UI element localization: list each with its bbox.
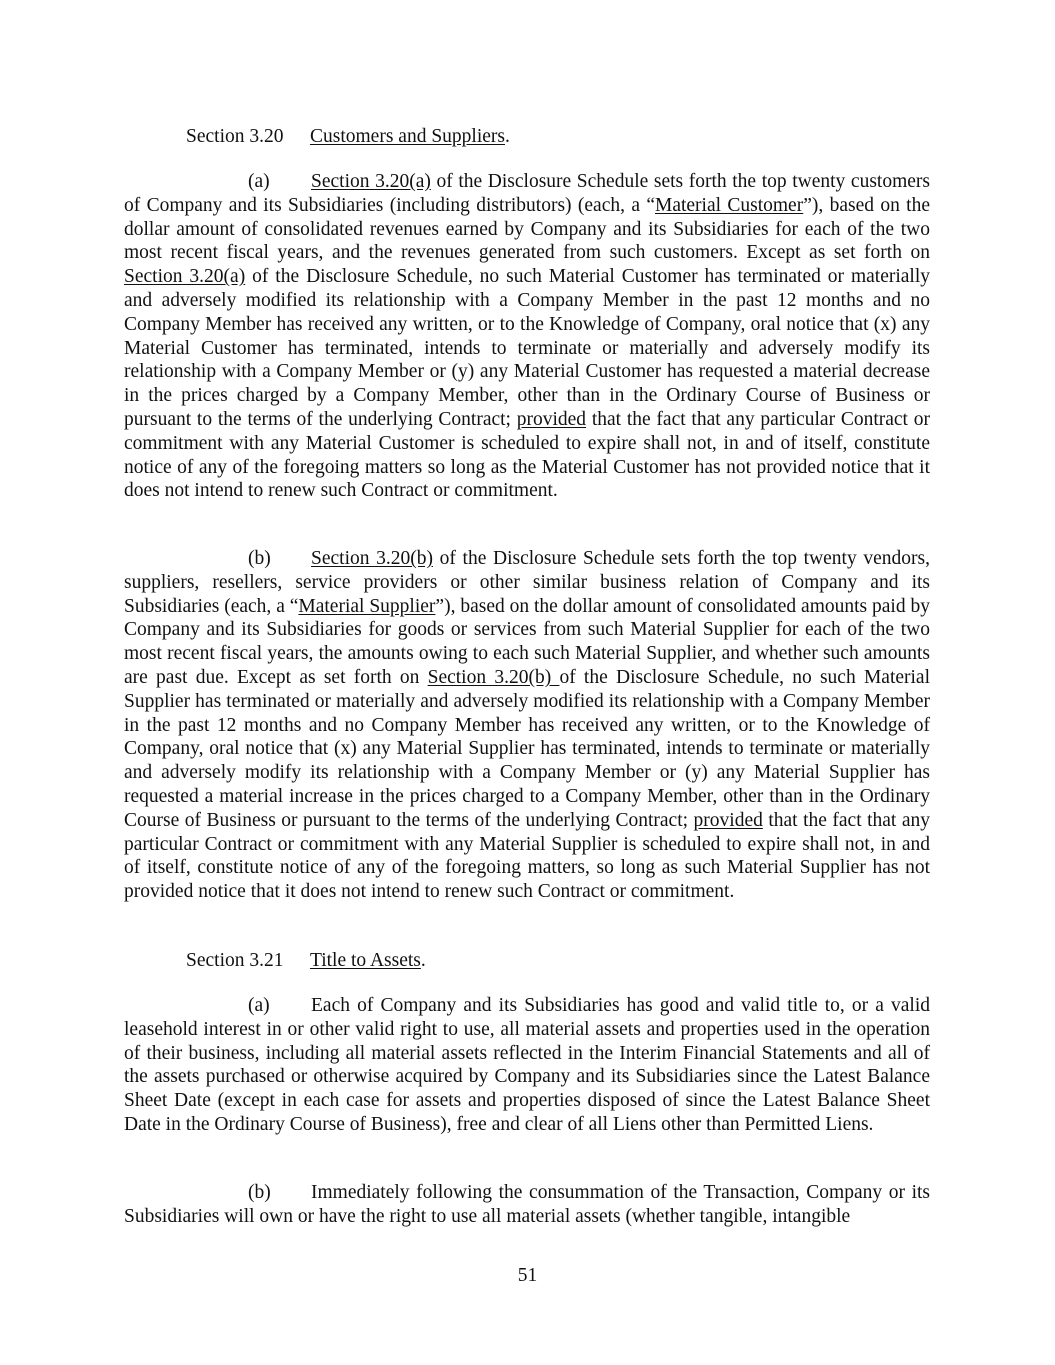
section-title: Customers and Suppliers	[310, 126, 505, 147]
cross-reference: Section 3.20(a)	[311, 171, 431, 192]
proviso-term: provided	[693, 809, 763, 831]
subsection-marker: (a)	[248, 995, 270, 1016]
subsection-marker: (b)	[248, 1182, 271, 1203]
defined-term: Material Customer	[654, 194, 804, 216]
section-title: Title to Assets	[310, 950, 421, 971]
section-3-21-a-paragraph: (a) Each of Company and its Subsidiaries has good and valid title to, or a valid leasehold interest in or other valid right to use, all material assets and properties used in the operation of their business, including all material assets reflected in the Interim Financial Statements and all of the assets purchased or otherwise acquired by Company and its Subsidiaries since the Latest Balance Sheet Date (except in each case for assets and properties disposed of since the Latest Balance Sheet Date in the Ordinary Course of Business), free and clear of all Liens other than Permitted Liens.	[124, 995, 930, 1135]
section-3-21-b-paragraph: (b) Immediately following the consummation of the Transaction, Company or its Subsidiaries will own or have the right to use all material assets (whether tangible, intangible	[124, 1182, 930, 1227]
section-3-20-b-paragraph: (b) Section 3.20(b) of the Disclosure Schedule sets forth the top twenty vendors, suppliers, resellers, service providers or other similar business relation of Company and its Subsidiaries (each, a “Material Supplier”), based on the dollar amount of consolidated amounts paid by Company and its Subsidiaries for goods or services from such Material Supplier for each of the two most recent fiscal years, the amounts owing to each such Material Supplier, and whether such amounts are past due. Except as set forth on Section 3.20(b) of the Disclosure Schedule, no such Material Supplier has terminated or materially and adversely modified its relationship with a Company Member in the past 12 months and no Company Member has received any written, or to the Knowledge of Company, oral notice that (x) any Material Supplier has terminated, intends to terminate or materially and adversely modify its relationship with a Company Member or (y) any Material Supplier has requested a material increase in the prices charged to a Company Member, other than in the Ordinary Course of Business or pursuant to the terms of the underlying Contract; provided that the fact that any particular Contract or commitment with any Material Supplier is scheduled to expire shall not, in and of itself, constitute notice of any of the foregoing matters, so long as such Material Supplier has not provided notice that it does not intend to renew such Contract or commitment.	[124, 548, 930, 903]
subsection-marker: (b)	[248, 548, 271, 569]
page-number: 51	[517, 1265, 538, 1286]
cross-reference: Section 3.20(b)	[311, 548, 433, 569]
proviso-term: provided	[516, 408, 587, 430]
section-3-20-heading: Section 3.20 Customers and Suppliers.	[186, 126, 510, 147]
cross-reference: Section 3.20(a)	[124, 266, 246, 288]
subsection-marker: (a)	[248, 171, 270, 192]
section-3-21-heading: Section 3.21 Title to Assets.	[186, 950, 426, 971]
section-3-20-a-paragraph: (a) Section 3.20(a) of the Disclosure Schedule sets forth the top twenty customers of Company and its Subsidiaries (including distributors) (each, a “Material Customer”), based on the dollar amount of consolidated revenues earned by Company and its Subsidiaries for each of the two most recent fiscal years, and the revenues generated from such customers. Except as set forth on Section 3.20(a) of the Disclosure Schedule, no such Material Customer has terminated or materially and adversely modified its relationship with a Company Member in the past 12 months and no Company Member has received any written, or to the Knowledge of Company, oral notice that (x) any Material Customer has terminated, intends to terminate or materially and adversely modify its relationship with a Company Member or (y) any Material Customer has requested a material decrease in the prices charged by a Company Member, other than in the Ordinary Course of Business or pursuant to the terms of the underlying Contract; provided that the fact that any particular Contract or commitment with any Material Customer is scheduled to expire shall not, in and of itself, constitute notice of any of the foregoing matters so long as the Material Customer has not provided notice that it does not intend to renew such Contract or commitment.	[124, 171, 931, 502]
section-number: Section 3.21	[186, 950, 284, 971]
cross-reference: Section 3.20(b)	[427, 666, 560, 688]
defined-term: Material Supplier	[298, 595, 436, 617]
section-number: Section 3.20	[186, 126, 284, 147]
